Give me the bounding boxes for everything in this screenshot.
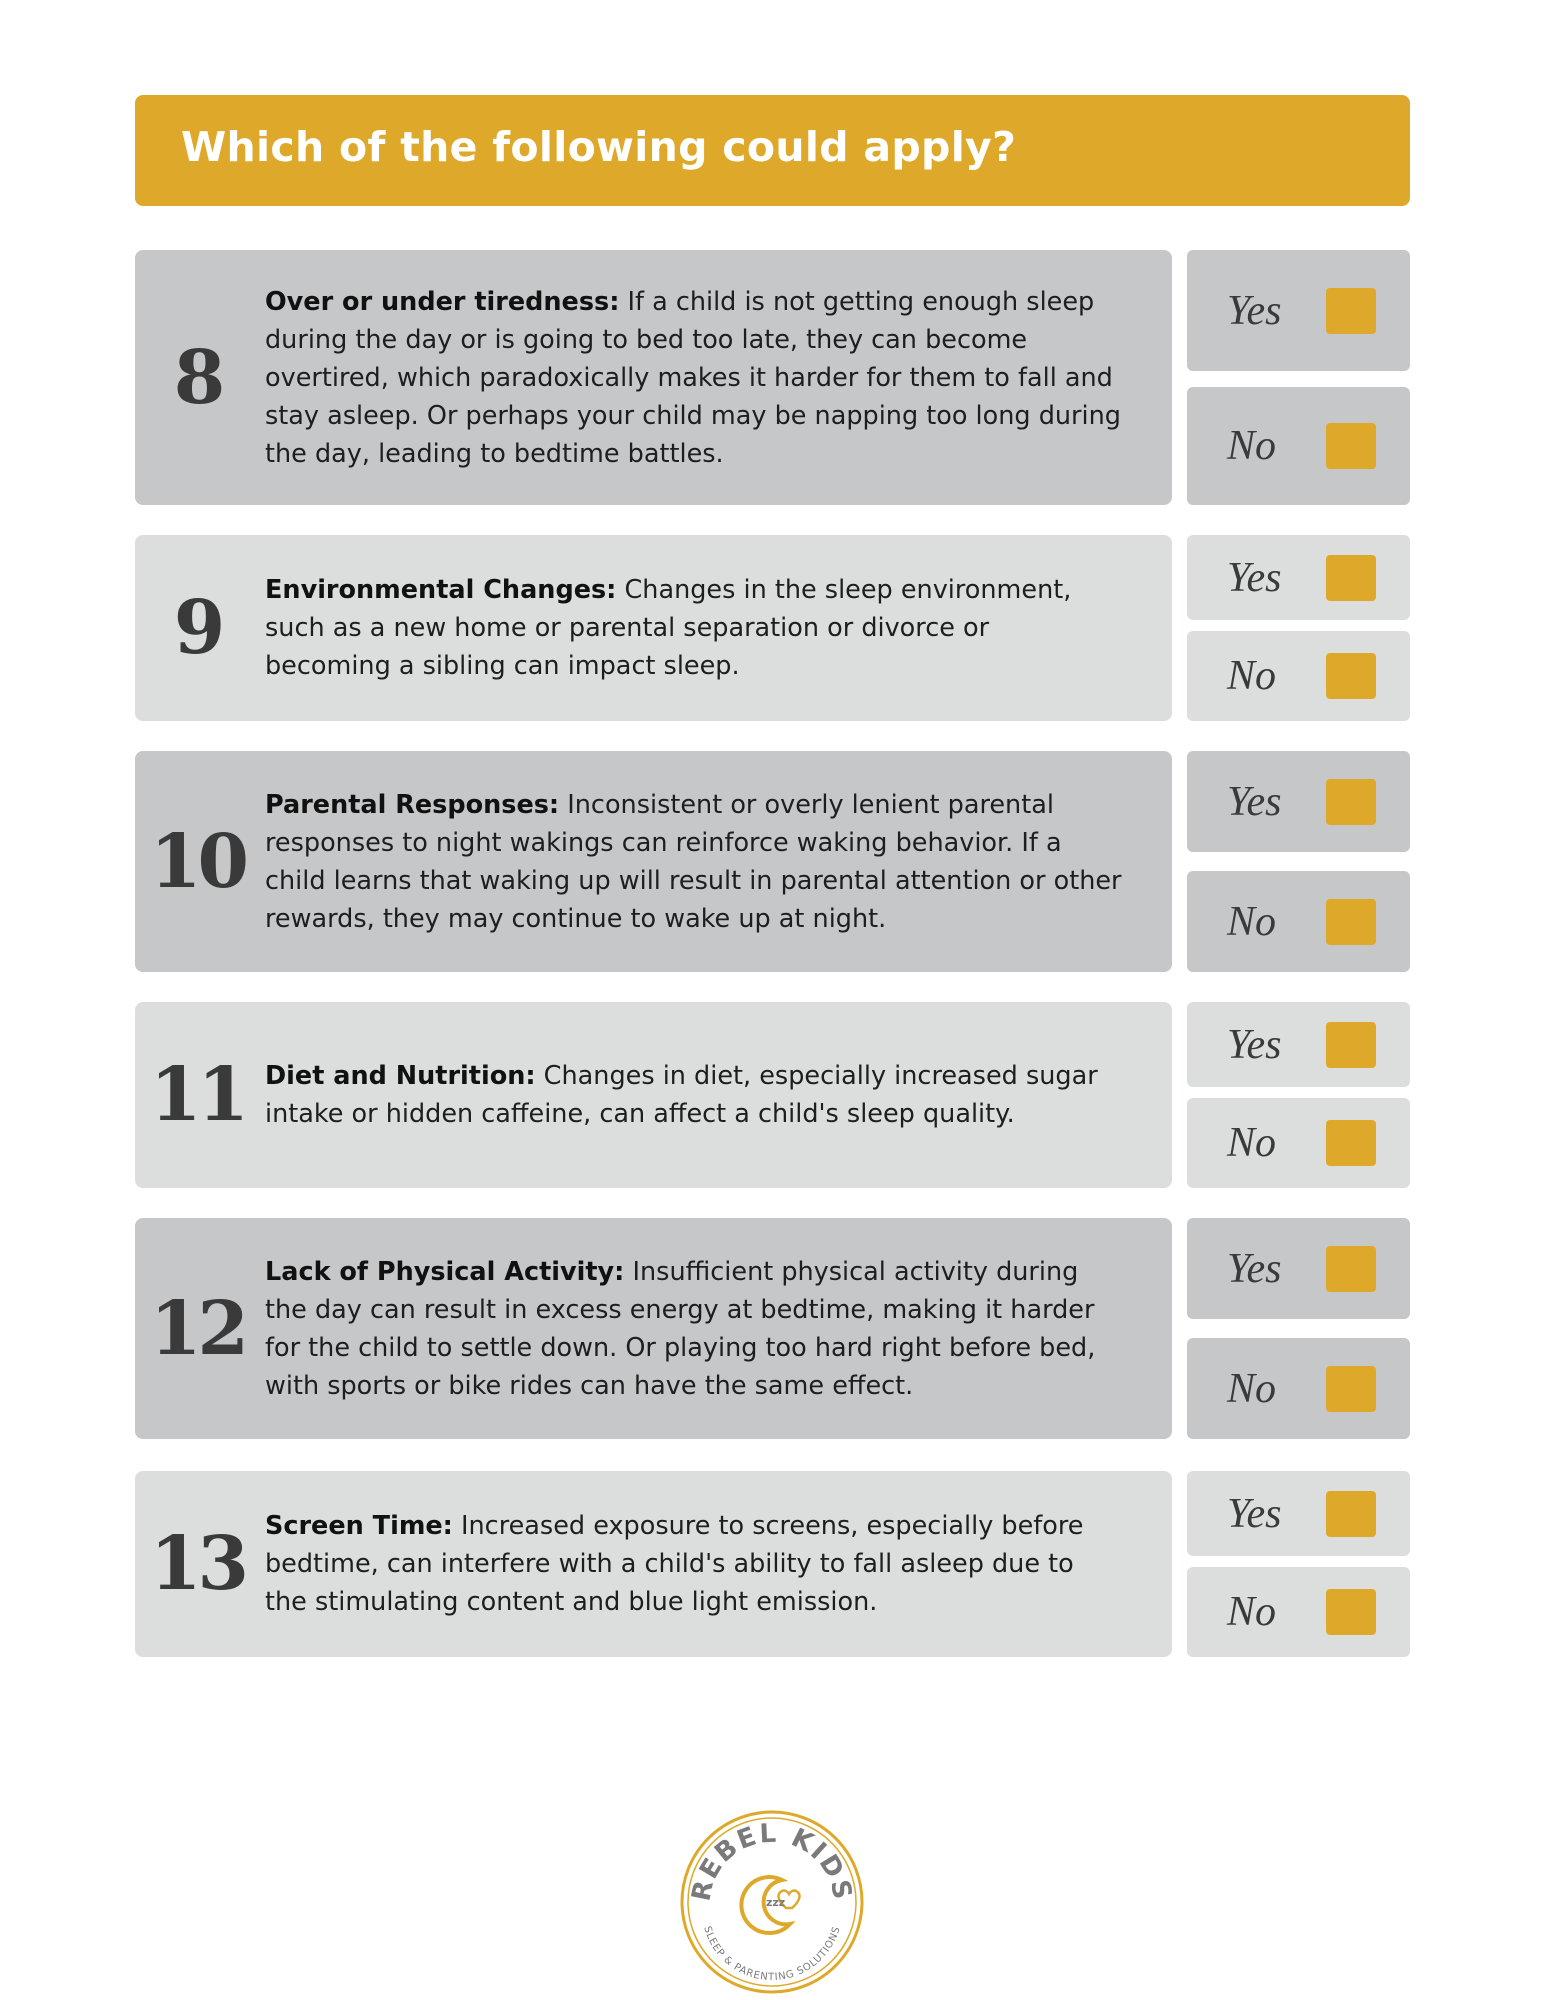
question-text (265, 1057, 1122, 1133)
yes-checkbox[interactable] (1326, 555, 1376, 601)
yes-checkbox[interactable] (1326, 288, 1376, 334)
page-title: Which of the following could apply? (181, 123, 1017, 171)
question-text (265, 283, 1122, 473)
question-number: 12 (150, 1285, 245, 1372)
no-checkbox[interactable] (1326, 899, 1376, 945)
no-label: No (1227, 1365, 1277, 1412)
question-lead: Over or under tiredness: (265, 286, 620, 317)
option-yes-10[interactable] (1187, 751, 1410, 852)
option-yes-13[interactable] (1187, 1471, 1410, 1556)
question-body: Inconsistent or overly lenient parental responses to night wakings can reinforce waking behavior. If a child learns that waking up will result in parental attention or other rewards, they may continue to wake up at night. (265, 789, 1122, 934)
question-lead: Parental Responses: (265, 789, 560, 820)
no-label: No (1227, 1120, 1277, 1166)
question-card-10 (135, 751, 1172, 972)
yes-label: Yes (1227, 554, 1282, 601)
question-body: Insufficient physical activity during the day can result in excess energy at bedtime, making it harder for the child to settle down. Or playing too hard right before bed, with sports or bike rides can have the same effect. (265, 1256, 1096, 1401)
question-lead: Environmental Changes: (265, 575, 617, 605)
question-lead: Diet and Nutrition: (265, 1061, 536, 1091)
question-text (265, 1253, 1122, 1405)
yes-label: Yes (1227, 1245, 1282, 1292)
question-card-11 (135, 1002, 1172, 1188)
no-checkbox[interactable] (1326, 423, 1376, 469)
no-checkbox[interactable] (1326, 1366, 1376, 1412)
question-lead: Lack of Physical Activity: (265, 1256, 625, 1287)
yes-checkbox[interactable] (1326, 1246, 1376, 1292)
option-no-8[interactable] (1187, 387, 1410, 505)
no-checkbox[interactable] (1326, 653, 1376, 699)
question-text (265, 786, 1122, 938)
question-lead: Screen Time: (265, 1511, 453, 1541)
yes-checkbox[interactable] (1326, 1491, 1376, 1537)
question-card-9 (135, 535, 1172, 721)
question-number: 13 (150, 1521, 245, 1607)
option-yes-11[interactable] (1187, 1002, 1410, 1087)
zzz-text: zzz (766, 1896, 786, 1909)
question-text (265, 571, 1122, 685)
yes-checkbox[interactable] (1326, 779, 1376, 825)
option-no-10[interactable] (1187, 871, 1410, 972)
question-card-13 (135, 1471, 1172, 1657)
yes-label: Yes (1227, 1490, 1282, 1537)
question-number: 11 (150, 1052, 245, 1138)
question-card-12 (135, 1218, 1172, 1439)
option-no-13[interactable] (1187, 1567, 1410, 1657)
page-header (135, 95, 1410, 206)
no-label: No (1227, 423, 1277, 469)
logo-bottom-text: SLEEP & PARENTING SOLUTIONS (701, 1925, 843, 1984)
question-text (265, 1507, 1122, 1621)
question-number: 10 (150, 818, 245, 905)
option-yes-8[interactable] (1187, 250, 1410, 371)
option-no-12[interactable] (1187, 1338, 1410, 1439)
no-checkbox[interactable] (1326, 1589, 1376, 1635)
question-body: Changes in diet, especially increased sugar intake or hidden caffeine, can affect a child's sleep quality. (265, 1061, 1098, 1129)
question-number: 8 (173, 334, 222, 421)
no-label: No (1227, 653, 1277, 699)
question-body: Increased exposure to screens, especially before bedtime, can interfere with a child's ability to fall asleep due to the stimulating content and blue light emission. (265, 1511, 1084, 1617)
logo-top-text: REBEL KIDS (686, 1818, 858, 1904)
no-label: No (1227, 1589, 1277, 1635)
question-number: 9 (173, 585, 222, 671)
yes-checkbox[interactable] (1326, 1022, 1376, 1068)
no-checkbox[interactable] (1326, 1120, 1376, 1166)
yes-label: Yes (1227, 287, 1282, 334)
option-yes-12[interactable] (1187, 1218, 1410, 1319)
yes-label: Yes (1227, 1021, 1282, 1068)
yes-label: Yes (1227, 778, 1282, 825)
option-yes-9[interactable] (1187, 535, 1410, 620)
question-body: Changes in the sleep environment, such as a new home or parental separation or divorce or becoming a sibling can impact sleep. (265, 575, 1072, 681)
rebel-kids-logo (678, 1808, 866, 1996)
question-body: If a child is not getting enough sleep during the day or is going to bed too late, they can become overtired, which paradoxically makes it harder for them to fall and stay asleep. Or perhaps your child may be napping too long during the day, leading to bedtime battles. (265, 286, 1121, 469)
option-no-11[interactable] (1187, 1098, 1410, 1188)
option-no-9[interactable] (1187, 631, 1410, 721)
question-card-8 (135, 250, 1172, 505)
no-label: No (1227, 898, 1277, 945)
